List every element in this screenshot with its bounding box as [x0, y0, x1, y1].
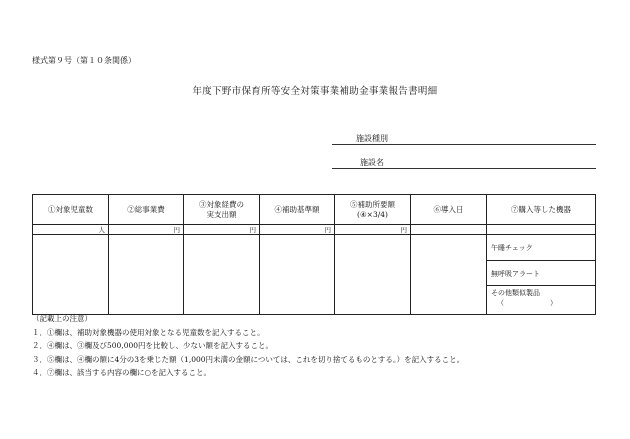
notes-heading: （記載上の注意）: [32, 314, 92, 323]
facility-name-input-line[interactable]: [332, 168, 596, 169]
unit-yen: 円: [335, 225, 411, 235]
header-standard-amount: ④補助基準額: [260, 195, 335, 225]
header-required-amount: ⑤補助所要額 (④×3/4): [335, 195, 411, 225]
equipment-cell: [487, 235, 596, 315]
facility-name-label: 施設名: [360, 158, 384, 167]
required-amount-cell[interactable]: [335, 235, 411, 315]
facility-type-label: 施設種別: [356, 134, 388, 143]
equipment-option-other[interactable]: その他類似製品 （ ）: [487, 285, 595, 314]
note-item: １．①欄は、補助対象機器の使用対象となる児童数を記入すること。: [32, 327, 265, 337]
header-total-cost: ②総事業費: [109, 195, 184, 225]
unit-yen: 円: [260, 225, 335, 235]
equipment-option-apnea-alarm[interactable]: 無呼吸アラート: [487, 260, 595, 285]
total-cost-cell[interactable]: [109, 235, 184, 315]
document-title: 年度下野市保育所等安全対策事業補助金事業報告書明細: [192, 86, 438, 97]
form-code: 様式第９号（第１０条関係）: [32, 56, 136, 65]
header-actual-expense: ③対象経費の 実支出額: [184, 195, 260, 225]
notes-section: [32, 312, 464, 380]
introduction-date-cell[interactable]: [411, 235, 487, 315]
report-table: [32, 194, 596, 315]
unit-persons: 人: [33, 225, 109, 235]
other-product-input[interactable]: （ ）: [497, 299, 557, 307]
actual-expense-cell[interactable]: [184, 235, 260, 315]
header-equipment: ⑦購入等した機器: [487, 195, 596, 225]
child-count-cell[interactable]: [33, 235, 109, 315]
unit-yen: 円: [109, 225, 184, 235]
entry-row: [33, 235, 596, 315]
table-header-row: [33, 195, 596, 225]
unit-blank: [411, 225, 487, 235]
header-introduction-date: ⑥導入日: [411, 195, 487, 225]
facility-type-input-line[interactable]: [332, 144, 596, 145]
equipment-option-nap-check[interactable]: 午睡チェック: [491, 244, 533, 252]
note-item: ４．⑦欄は、該当する内容の欄に○を記入すること。: [32, 368, 212, 377]
note-item: ２．④欄は、③欄及び500,000円を比較し、少ない額を記入すること。: [32, 341, 274, 350]
note-item: ３．⑤欄は、④欄の額に4分の3を乗じた額（1,000円未満の金額については、これを切り捨てるものとする。）を記入すること。: [32, 354, 465, 364]
header-child-count: ①対象児童数: [33, 195, 109, 225]
standard-amount-cell[interactable]: [260, 235, 335, 315]
unit-yen: 円: [184, 225, 260, 235]
units-row: [33, 225, 596, 235]
unit-blank: [487, 225, 596, 235]
